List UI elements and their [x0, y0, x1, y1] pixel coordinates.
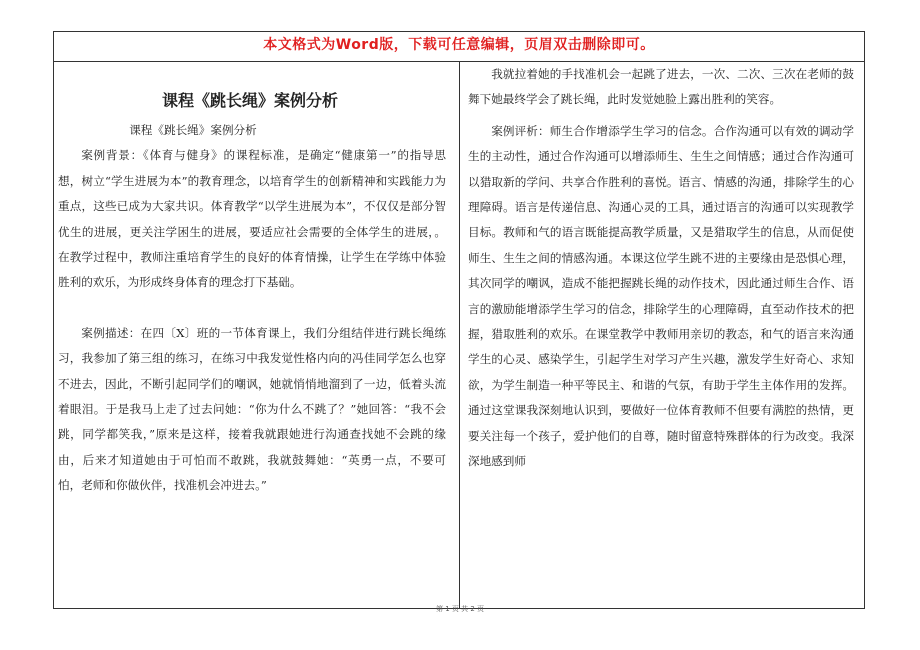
header-banner: 本文格式为Word版，下载可任意编辑，页眉双击删除即可。: [263, 37, 655, 53]
subtitle: 课程《跳长绳》案例分析: [129, 123, 257, 137]
background-paragraph: 案例背景：《体育与健身》的课程标准，是确定“健康第一”的指导思想，树立“学生进展为本”的教育理念，以培育学生的创新精神和实践能力为重点，这些已成为大家共识。体育教学“以学生进展为本”，不仅仅是部分智优生的进展，更关注学困生的进展，要适应社会需要的全体学生的进展，。在教学过程中，教师注重培育学生的良好的体育情操，让学生在学练中体验胜利的欢乐，为形成终身体育的理念打下基础。: [58, 148, 446, 290]
paragraph-gap: [58, 296, 446, 321]
document-title: 课程《跳长绳》案例分析: [162, 91, 339, 110]
right-column: [468, 62, 854, 475]
left-column: [58, 118, 446, 499]
description-paragraph: 案例描述：在四〔X〕班的一节体育课上，我们分组结伴进行跳长绳练习，我参加了第三组的练习，在练习中我发觉性格内向的冯佳同学怎么也穿不进去，因此，不断引起同学们的嘲讽，她就悄悄地溜到了一边，低着头流着眼泪。于是我马上走了过去问她：“你为什么不跳了？”她回答：“我不会跳，同学都笑我，”原来是这样，接着我就跟她进行沟通查找她不会跳的缘由，后来才知道她由于可怕而不敢跳，我就鼓舞她：“英勇一点，不要可怕，老师和你做伙伴，找准机会冲进去。”: [58, 325, 446, 493]
commentary-paragraph: 案例评析：师生合作增添学生学习的信念。合作沟通可以有效的调动学生的主动性，通过合作沟通可以增添师生、生生之间情感；通过合作沟通可以猎取新的学问、共享合作胜利的喜悦。语言、情感的沟通，排除学生的心理障碍。语言是传递信息、沟通心灵的工具，通过语言的沟通可以实现教学目标。教师和气的语言既能提高教学质量，又是猎取学生的信息，从而促使师生、生生之间的情感沟通。本课这位学生跳不进的主要缘由是恐惧心理，其次同学的嘲讽，造成不能把握跳长绳的动作技术，因此通过师生合作、语言的激励能增添学生学习的信念，排除学生的心理障碍，直至动作技术的把握，猎取胜利的欢乐。在课堂教学中教师用亲切的教态，和气的语言来沟通学生的心灵、感染学生，引起学生对学习产生兴趣，激发学生好奇心、求知欲，为学生制造一种平等民主、和谐的气氛，有助于学生主体作用的发挥。通过这堂课我深刻地认识到，要做好一位体育教师不但要有满腔的热情，更要关注每一个孩子，爱护他们的自尊，随时留意特殊群体的行为改变。我深深地感到师: [468, 123, 854, 469]
column-divider: [459, 61, 460, 609]
continuation-paragraph: 我就拉着她的手找准机会一起跳了进去，一次、二次、三次在老师的鼓舞下她最终学会了跳长绳，此时发觉她脸上露出胜利的笑容。: [468, 67, 854, 107]
page-footer: 第 1 页 共 2 页: [435, 605, 485, 613]
